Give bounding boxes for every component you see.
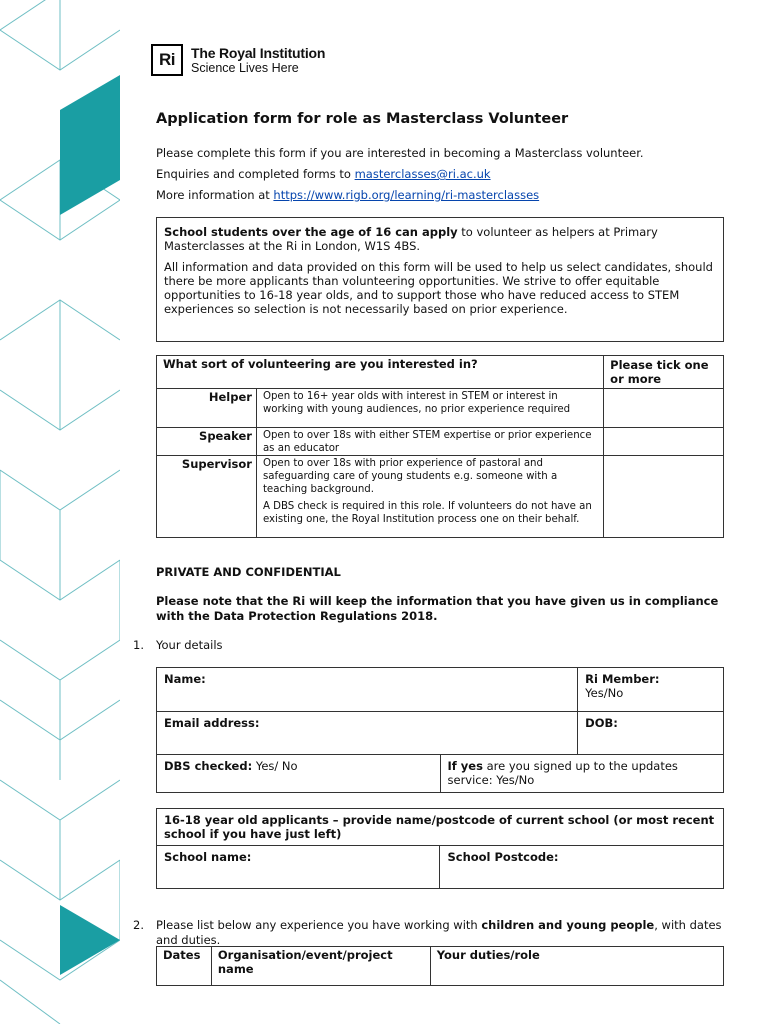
col-org: Organisation/event/project name — [211, 947, 430, 986]
section2-number: 2. — [133, 918, 144, 932]
tick-header: Please tick one or more — [604, 356, 724, 389]
volunteer-question: What sort of volunteering are you interested in? — [157, 356, 604, 389]
logo-tagline: Science Lives Here — [191, 61, 299, 75]
school-heading: 16-18 year old applicants – provide name/postcode of current school (or most recent school if you have just left) — [157, 809, 724, 846]
notice-bold: School students over the age of 16 can apply — [164, 225, 458, 239]
col-duties: Your duties/role — [430, 947, 723, 986]
section1-number: 1. — [133, 638, 144, 652]
details-table — [156, 667, 724, 793]
dbs-note: A DBS check is required in this role. If volunteers do not have an existing one, the Royal Institution process one on their behalf. — [262, 501, 592, 525]
private-heading: PRIVATE AND CONFIDENTIAL — [156, 565, 341, 579]
dbs-field[interactable]: DBS checked: Yes/ No — [157, 755, 441, 793]
role-helper: Helper — [157, 389, 257, 428]
notice-para2: All information and data provided on this form will be used to help us select candidates, should there be more applicants than volunteering opportunities. We strive to offer equitable opportunities to 16-18 year olds, and to support those who have reduced access to STEM experiences so selection is not necessarily based on prior experience. — [164, 260, 713, 316]
logo-name: The Royal Institution — [191, 45, 326, 61]
more-info-line: More information at https://www.rigb.org/learning/ri-masterclasses — [156, 188, 540, 202]
role-supervisor: Supervisor — [157, 456, 257, 538]
member-field[interactable]: Ri Member: Yes/No — [578, 668, 724, 712]
tick-cell-supervisor[interactable] — [604, 456, 724, 538]
school-name-field[interactable]: School name: — [157, 846, 440, 889]
section2-text: Please list below any experience you have working with children and young people, with dates and duties. — [156, 918, 722, 947]
role-helper-desc: Open to 16+ year olds with interest in STEM or interest in working with young audiences, no prior experience required — [256, 389, 603, 428]
name-field[interactable]: Name: — [157, 668, 578, 712]
intro-line: Please complete this form if you are interested in becoming a Masterclass volunteer. — [156, 146, 644, 160]
tick-cell-helper[interactable] — [604, 389, 724, 428]
school-table — [156, 808, 724, 889]
ri-logo-mark: Ri — [151, 44, 183, 76]
info-url-link[interactable]: https://www.rigb.org/learning/ri-masterclasses — [273, 188, 540, 202]
role-speaker: Speaker — [157, 428, 257, 456]
notice-rest: to volunteer as helpers at Primary Masterclasses at the Ri in London, W1S 4BS. — [164, 225, 658, 253]
col-dates: Dates — [157, 947, 212, 986]
role-supervisor-desc: Open to over 18s with prior experience of pastoral and safeguarding care of young students e.g. someone with a teaching background. — [262, 458, 558, 495]
email-link[interactable]: masterclasses@ri.ac.uk — [354, 167, 491, 181]
role-speaker-desc: Open to over 18s with either STEM expertise or prior experience as an educator — [256, 428, 603, 456]
experience-table — [156, 946, 724, 986]
decorative-pattern — [0, 0, 120, 1024]
enquiries-line: Enquiries and completed forms to masterclasses@ri.ac.uk — [156, 167, 491, 181]
school-postcode-field[interactable]: School Postcode: — [440, 846, 724, 889]
role-supervisor-desc-cell — [256, 456, 603, 538]
email-field[interactable]: Email address: — [157, 712, 578, 755]
page-title: Application form for role as Masterclass Volunteer — [156, 111, 569, 127]
dob-field[interactable]: DOB: — [578, 712, 724, 755]
tick-cell-speaker[interactable] — [604, 428, 724, 456]
notice-box — [156, 217, 724, 342]
section1-label: Your details — [156, 638, 223, 652]
volunteer-table — [156, 355, 724, 538]
updates-service-field[interactable]: If yes are you signed up to the updates service: Yes/No — [440, 755, 724, 793]
private-note: Please note that the Ri will keep the information that you have given us in compliance with the Data Protection Regulations 2018. — [156, 594, 719, 623]
